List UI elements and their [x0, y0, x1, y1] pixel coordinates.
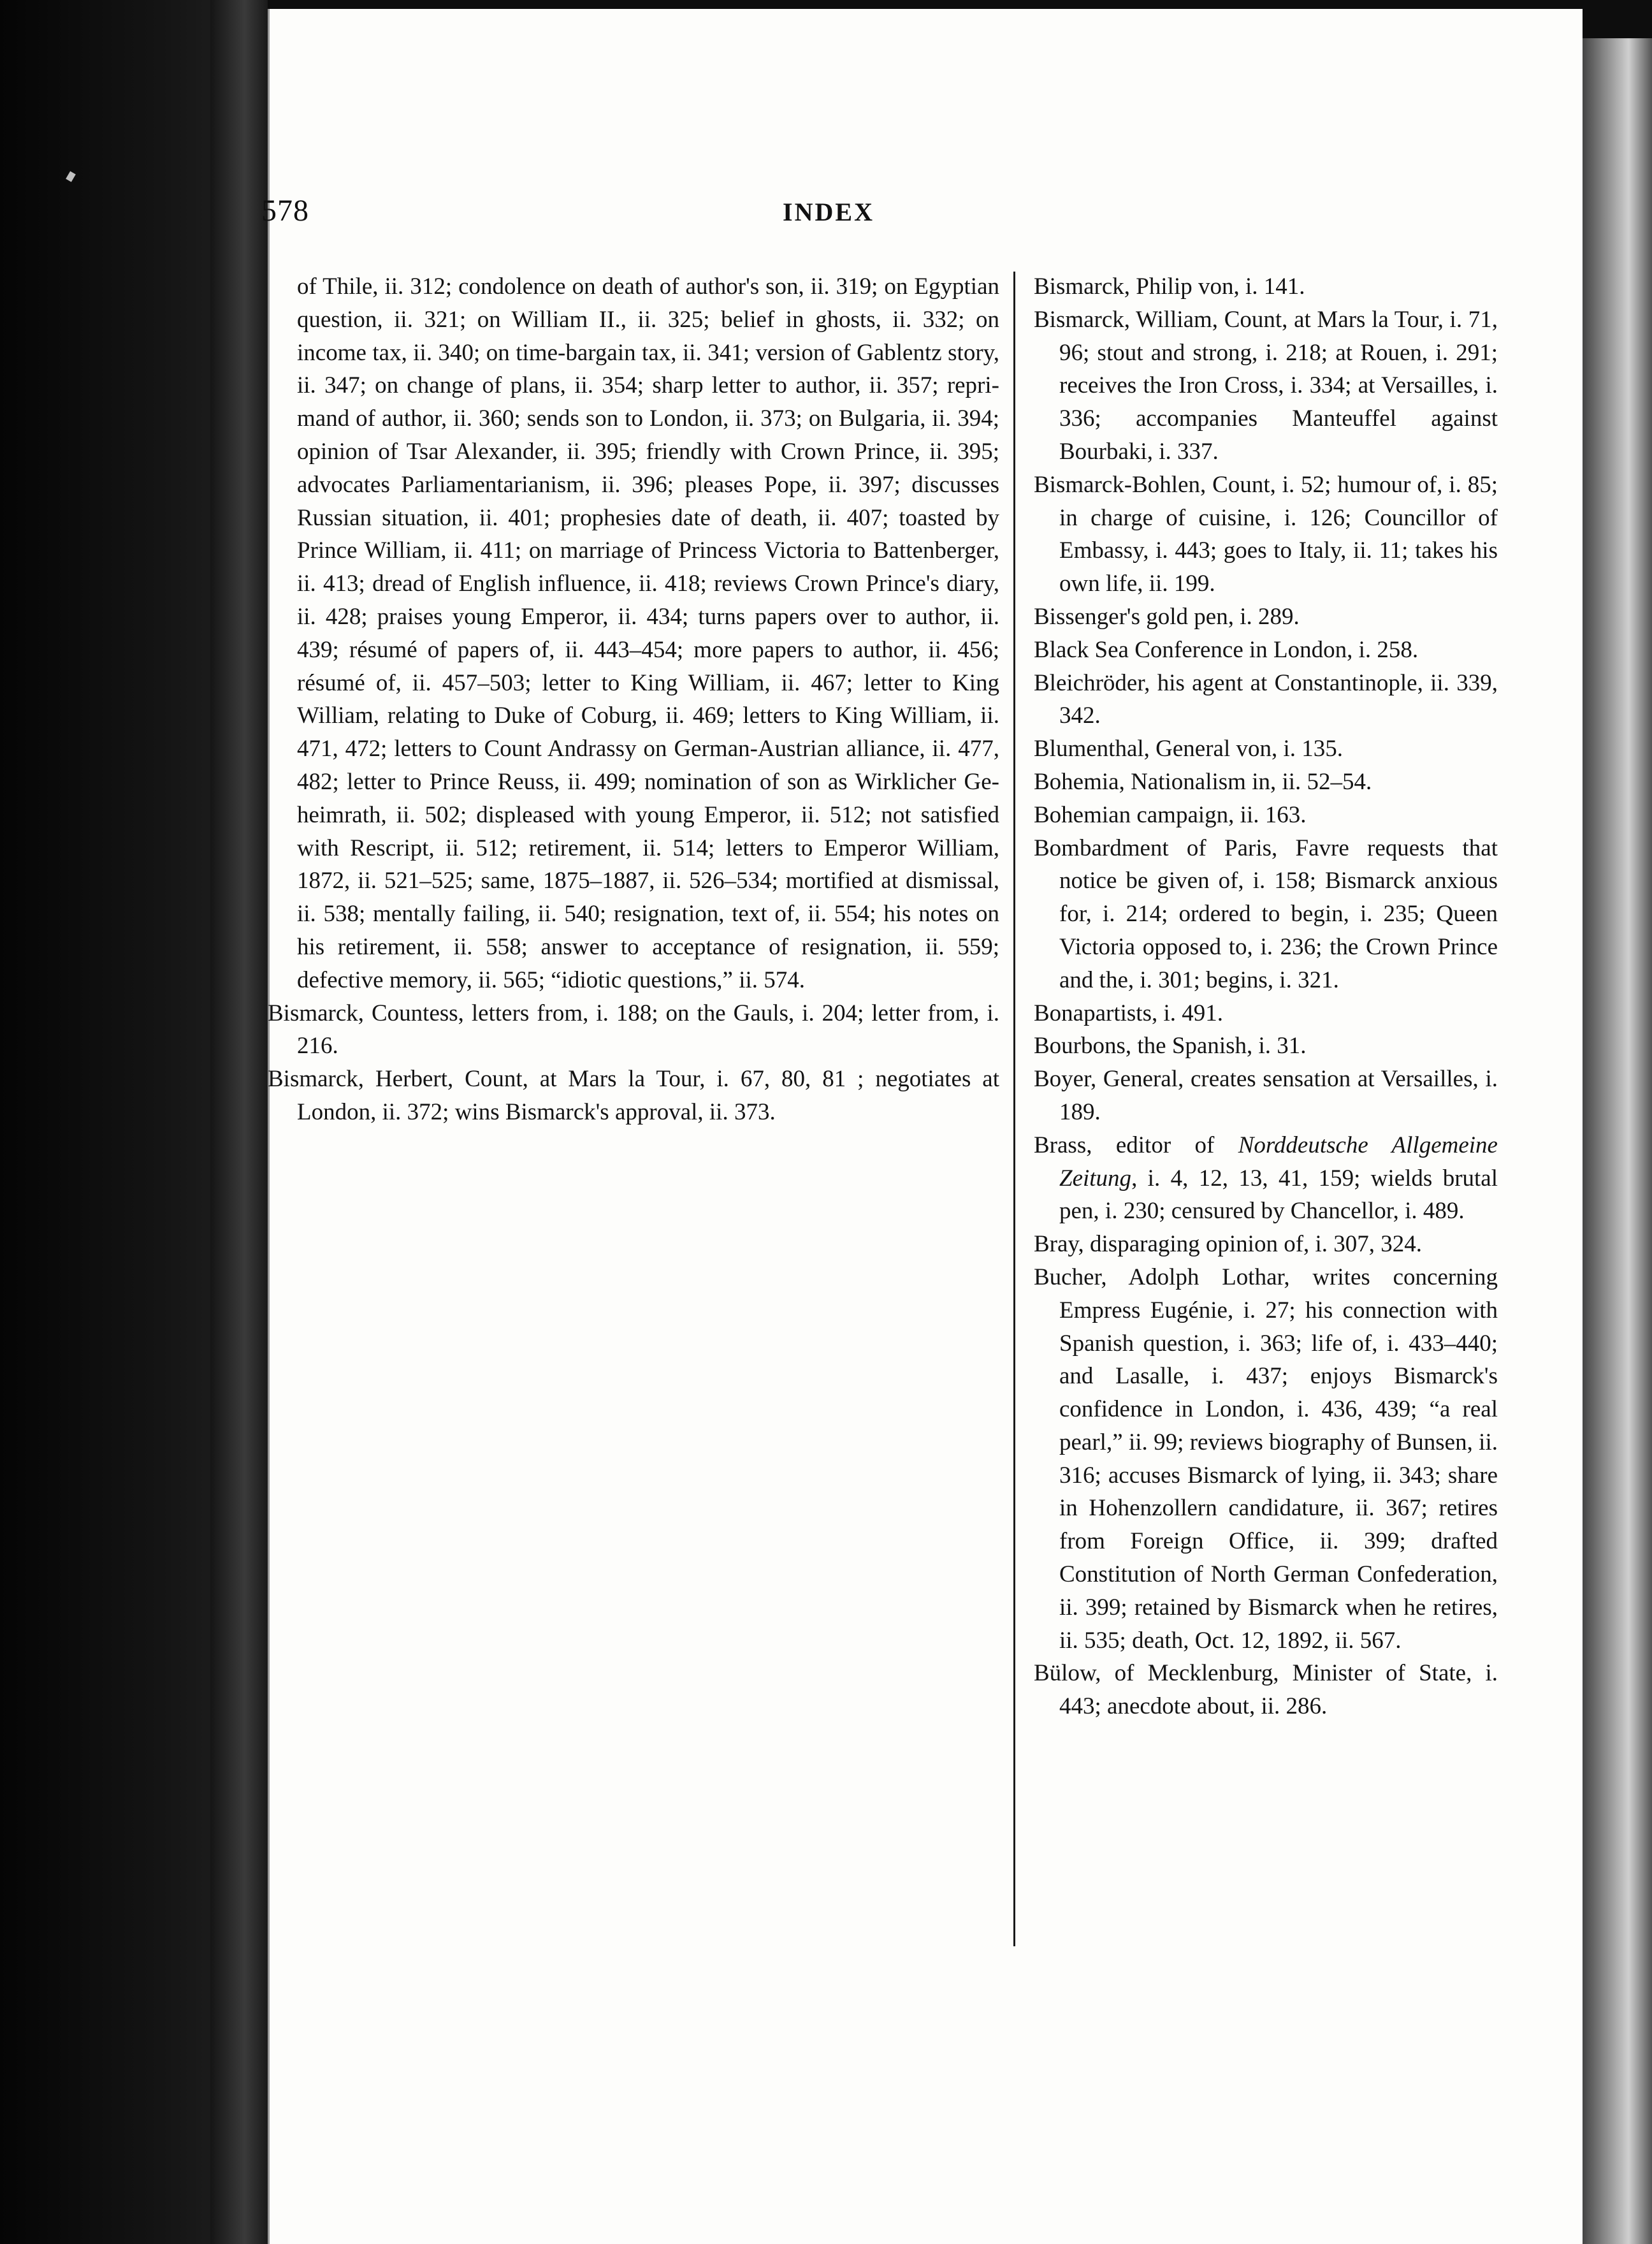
index-entry: Bismarck, Countess, letters from, i. 188; on the Gauls, i. 204; letter from, i. 216.	[268, 1000, 999, 1060]
index-entry: Black Sea Conference in London, i. 258.	[1034, 636, 1419, 663]
index-entry: Bohemia, Nationalism in, ii. 52–54.	[1034, 768, 1372, 795]
index-entry: Bismarck, Philip von, i. 141.	[1034, 273, 1305, 300]
index-entry-continuation: of Thile, ii. 312; condolence on death of author's son, ii. 319; on Egyptian question, ii. 321; on William II., ii. 325; belief in ghosts, ii. 332; on income tax, ii. 340; on time-bargain tax, ii. 341; version of Gablentz story, ii. 347; on change of plans, ii. 354; sharp letter to author, ii. 357; reprimand of author, ii. 360; sends son to London, ii. 373; on Bulgaria, ii. 394; opinion of Tsar Alexander, ii. 395; friendly with Crown Prince, ii. 395; advocates Parliamentarianism, ii. 396; pleases Pope, ii. 397; discusses Russian situation, ii. 401; prophesies date of death, ii. 407; toasted by Prince William, ii. 411; on marriage of Princess Victoria to Battenberger, ii. 413; dread of English influence, ii. 418; reviews Crown Prince's diary, ii. 428; praises young Emperor, ii. 434; turns papers over to author, ii. 439; résumé of papers of, ii. 443–454; more papers to author, ii. 456; résumé of, ii. 457–503; letter to King William, ii. 467; letter to King William, relating to Duke of Coburg, ii. 469; letters to King William, ii. 471, 472; letters to Count Andrassy on German-Austrian alliance, ii. 477, 482; letter to Prince Reuss, ii. 499; nomination of son as Wirklicher Geheimrath, ii. 502; displeased with young Emperor, ii. 512; not satisfied with Rescript, ii. 512; retirement, ii. 514; letters to Emperor William, 1872, ii. 521–525; same, 1875–1887, ii. 526–534; mortified at dismissal, ii. 538; mentally failing, ii. 540; resignation, text of, ii. 554; his notes on his retirement, ii. 558; answer to acceptance of resignation, ii. 559; defective memory, ii. 565; “idiotic questions,” ii. 574.	[297, 273, 999, 993]
index-column-right	[1034, 270, 1498, 1723]
index-entry: Bissenger's gold pen, i. 289.	[1034, 603, 1300, 630]
newspaper-title: Norddeutsche Allgemeine Zeitung	[1059, 1132, 1498, 1191]
page-edge-right	[1574, 38, 1652, 2244]
index-entry: Bourbons, the Spanish, i. 31.	[1034, 1033, 1307, 1060]
index-entry: Bohemian campaign, ii. 163.	[1034, 801, 1307, 828]
index-entry: Blumenthal, General von, i. 135.	[1034, 736, 1344, 762]
index-entry: Bismarck, William, Count, at Mars la Tour, i. 71, 96; stout and strong, i. 218; at Rouen, i. 291; receives the Iron Cross, i. 334; at Versailles, i. 336; accompanies Manteuffel against Bourbaki, i. 337.	[1034, 306, 1498, 465]
index-column-left	[268, 270, 999, 1129]
column-divider	[1013, 272, 1015, 1946]
index-entry: Bismarck-Bohlen, Count, i. 52; humour of, i. 85; in charge of cuisine, i. 126; Councillor of Embassy, i. 443; goes to Italy, ii. 11; takes his own life, ii. 199.	[1034, 471, 1498, 597]
index-entry: Bismarck, Herbert, Count, at Mars la Tour, i. 67, 80, 81 ; negotiates at London, ii. 372; wins Bismarck's approval, ii. 373.	[268, 1066, 999, 1125]
index-entry	[1034, 1129, 1498, 1228]
index-entry-text: Brass, editor of	[1034, 1132, 1238, 1158]
page-number: 578	[261, 194, 309, 228]
index-entry: Bombardment of Paris, Favre requests that notice be given of, i. 158; Bismarck anxious for, i. 214; ordered to begin, i. 235; Queen Victoria opposed to, i. 236; the Crown Prince and the, i. 301; begins, i. 321.	[1034, 834, 1498, 993]
running-head: INDEX	[783, 198, 874, 226]
index-entry: Bray, disparaging opinion of, i. 307, 324.	[1034, 1231, 1423, 1258]
index-entry: Bleichröder, his agent at Constantinople, ii. 339, 342.	[1034, 669, 1498, 729]
index-entry-text: , i. 4, 12, 13, 41, 159; wields brutal pen, i. 230; censured by Chancellor, i. 489.	[1059, 1165, 1498, 1225]
index-entry: Bülow, of Mecklenburg, Minister of State, i. 443; anecdote about, ii. 286.	[1034, 1660, 1498, 1720]
index-entry: Bucher, Adolph Lothar, writes concerning Empress Eugénie, i. 27; his connection with Spanish question, i. 363; life of, i. 433–440; and Lasalle, i. 437; enjoys Bismarck's confidence in London, i. 436, 439; “a real pearl,” ii. 99; reviews biography of Bunsen, ii. 316; accuses Bismarck of lying, ii. 343; share in Hohenzollern candidature, ii. 367; retires from Foreign Office, ii. 399; drafted Constitution of North German Confederation, ii. 399; retained by Bismarck when he retires, ii. 535; death, Oct. 12, 1892, ii. 567.	[1034, 1264, 1498, 1654]
index-entry: Boyer, General, creates sensation at Versailles, i. 189.	[1034, 1066, 1498, 1125]
book-binding-edge	[210, 0, 268, 2244]
index-entry: Bonapartists, i. 491.	[1034, 1000, 1224, 1026]
